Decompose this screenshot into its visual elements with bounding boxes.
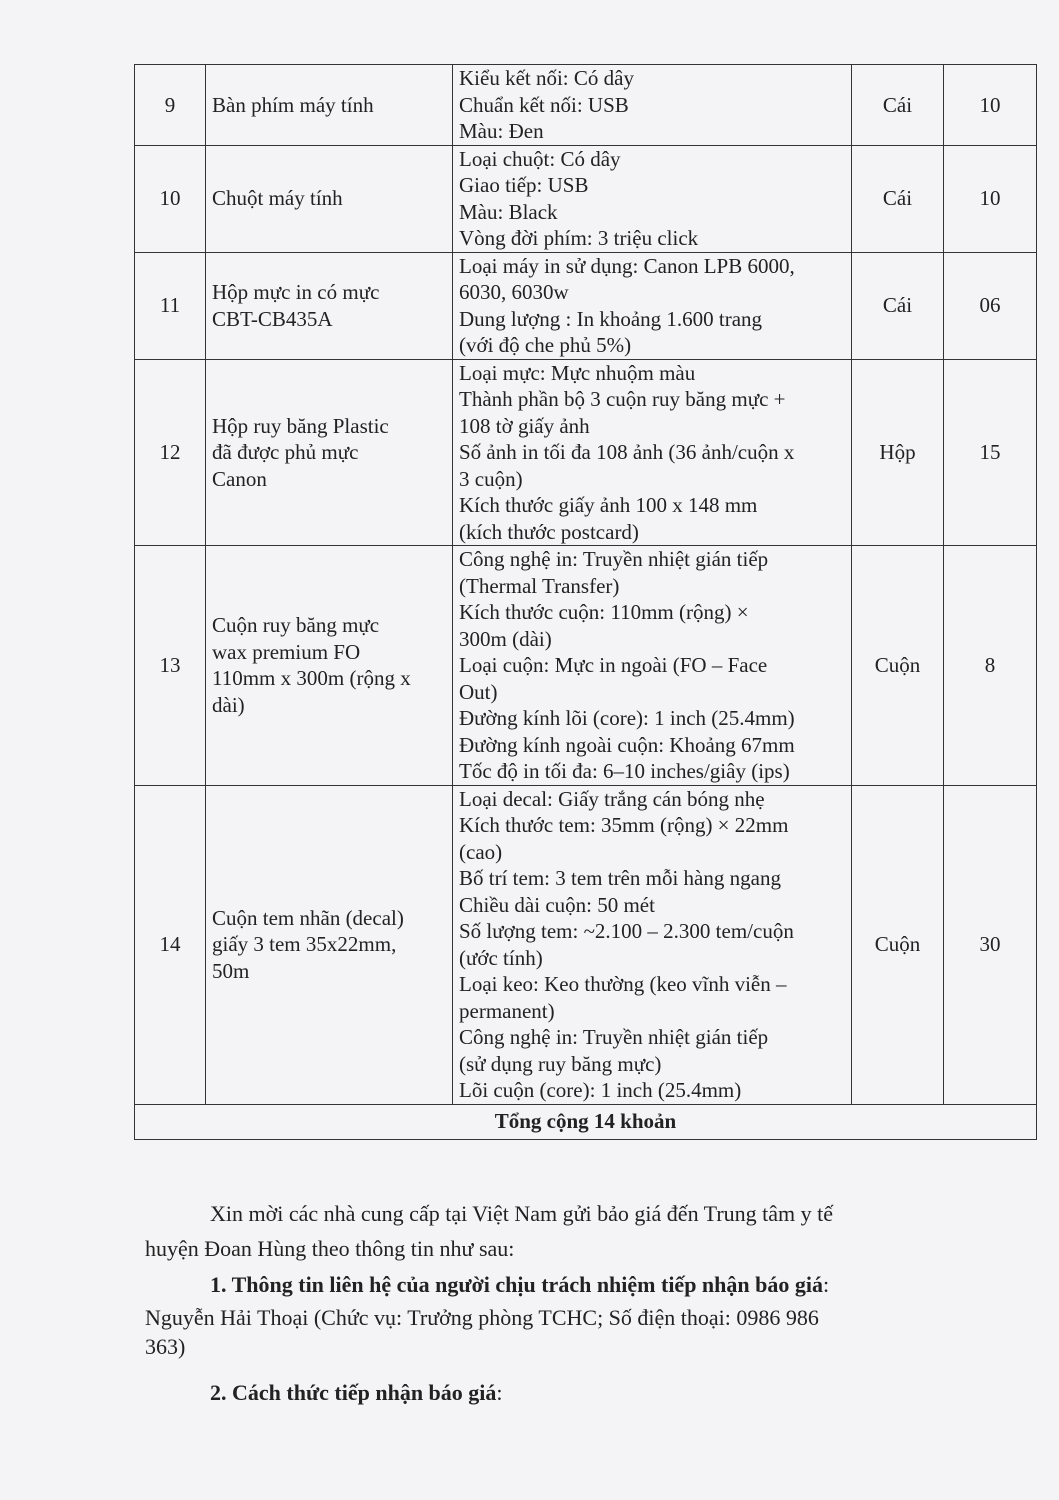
- item-spec: [453, 785, 852, 1104]
- item-number: 14: [135, 785, 206, 1104]
- item-spec-line: Giao tiếp: USB: [459, 173, 589, 197]
- item-spec: [453, 145, 852, 252]
- item-spec-line: Dung lượng : In khoảng 1.600 trang: [459, 306, 763, 331]
- item-name: [206, 546, 453, 786]
- item-unit: Cái: [852, 145, 944, 252]
- item-spec-line: 3 cuộn): [459, 466, 523, 491]
- table-row: [135, 546, 1037, 786]
- item-name-line: Hộp mực in có mực: [212, 280, 380, 304]
- item-name-line: 110mm x 300m (rộng x: [212, 666, 411, 691]
- table-total-row: [135, 1104, 1037, 1139]
- section-2-colon: :: [496, 1380, 503, 1405]
- item-name-line: CBT-CB435A: [212, 306, 333, 331]
- table-row: [135, 145, 1037, 252]
- item-spec-line: Vòng đời phím: 3 triệu click: [459, 226, 699, 250]
- item-spec: [453, 252, 852, 359]
- item-spec-line: (sử dụng ruy băng mực): [459, 1051, 662, 1076]
- item-name-line: Bàn phím máy tính: [212, 92, 374, 117]
- item-spec-line: Out): [459, 679, 498, 704]
- item-unit: Hộp: [852, 359, 944, 546]
- table-row: [135, 252, 1037, 359]
- contact-line-2: 363): [145, 1334, 186, 1359]
- item-spec-line: Màu: Black: [459, 199, 558, 224]
- item-spec-line: Kích thước tem: 35mm (rộng) × 22mm: [459, 813, 789, 837]
- item-name-line: giấy 3 tem 35x22mm,: [212, 932, 397, 957]
- item-spec-line: Màu: Đen: [459, 119, 544, 143]
- item-spec-line: 6030, 6030w: [459, 280, 569, 304]
- invite-line-2: huyện Đoan Hùng theo thông tin như sau:: [145, 1236, 515, 1261]
- item-spec-line: (với độ che phủ 5%): [459, 333, 632, 357]
- section-1-title: 1. Thông tin liên hệ của người chịu trách nhiệm tiếp nhận báo giá: [210, 1272, 823, 1297]
- item-spec-line: (Thermal Transfer): [459, 573, 620, 598]
- item-spec-line: Kích thước cuộn: 110mm (rộng) ×: [459, 600, 749, 624]
- item-name-line: đã được phủ mực: [212, 440, 359, 464]
- item-number: 10: [135, 145, 206, 252]
- item-spec-line: Tốc độ in tối đa: 6–10 inches/giây (ips): [459, 759, 790, 783]
- table-row: [135, 785, 1037, 1104]
- item-name: [206, 785, 453, 1104]
- item-spec-line: 300m (dài): [459, 626, 552, 651]
- item-spec: [453, 546, 852, 786]
- item-spec-line: Bố trí tem: 3 tem trên mỗi hàng ngang: [459, 866, 781, 890]
- item-name-line: wax premium FO: [212, 639, 361, 664]
- item-spec-line: Kích thước giấy ảnh 100 x 148 mm: [459, 493, 758, 517]
- item-spec-line: Kiểu kết nối: Có dây: [459, 66, 634, 90]
- item-spec-line: (cao): [459, 839, 503, 864]
- item-spec-line: permanent): [459, 998, 555, 1023]
- item-number: 11: [135, 252, 206, 359]
- section-1-colon: :: [822, 1272, 830, 1297]
- item-name-line: dài): [212, 692, 245, 717]
- item-name: [206, 252, 453, 359]
- table-total-label: Tổng cộng 14 khoản: [135, 1104, 1037, 1139]
- item-spec-line: Loại keo: Keo thường (keo vĩnh viễn –: [459, 972, 787, 996]
- item-spec-line: Chuẩn kết nối: USB: [459, 92, 629, 117]
- item-spec-line: Chiều dài cuộn: 50 mét: [459, 892, 655, 917]
- item-number: 13: [135, 546, 206, 786]
- contact-line-1: Nguyễn Hải Thoại (Chức vụ: Trưởng phòng TCHC; Số điện thoại: 0986 986: [145, 1305, 819, 1330]
- item-name-line: Canon: [212, 466, 267, 491]
- item-spec-line: Công nghệ in: Truyền nhiệt gián tiếp: [459, 547, 769, 571]
- item-spec: [453, 359, 852, 546]
- item-spec-line: Công nghệ in: Truyền nhiệt gián tiếp: [459, 1025, 769, 1049]
- item-name-line: Cuộn ruy băng mực: [212, 613, 380, 638]
- item-spec-line: Loại cuộn: Mực in ngoài (FO – Face: [459, 653, 768, 677]
- item-name-line: Hộp ruy băng Plastic: [212, 413, 389, 438]
- item-number: 12: [135, 359, 206, 546]
- item-unit: Cái: [852, 65, 944, 146]
- item-name: [206, 65, 453, 146]
- section-1-heading: [145, 1269, 945, 1300]
- item-spec-line: Lõi cuộn (core): 1 inch (25.4mm): [459, 1078, 742, 1102]
- item-quantity: 15: [944, 359, 1037, 546]
- item-spec-line: Đường kính ngoài cuộn: Khoảng 67mm: [459, 732, 795, 757]
- item-name-line: 50m: [212, 958, 250, 983]
- item-spec-line: Loại máy in sử dụng: Canon LPB 6000,: [459, 253, 795, 278]
- item-name-line: Cuộn tem nhãn (decal): [212, 905, 404, 930]
- item-spec-line: Thành phần bộ 3 cuộn ruy băng mực +: [459, 387, 786, 411]
- invite-line-1: Xin mời các nhà cung cấp tại Việt Nam gửi bảo giá đến Trung tâm y tế: [210, 1201, 834, 1226]
- item-quantity: 10: [944, 145, 1037, 252]
- item-name: [206, 145, 453, 252]
- item-spec-line: Đường kính lõi (core): 1 inch (25.4mm): [459, 706, 795, 730]
- items-table: [134, 64, 1037, 1140]
- item-spec-line: Số lượng tem: ~2.100 – 2.300 tem/cuộn: [459, 919, 794, 943]
- item-spec-line: (kích thước postcard): [459, 519, 639, 544]
- section-2-title: 2. Cách thức tiếp nhận báo giá: [210, 1380, 497, 1405]
- item-spec-line: Loại mực: Mực nhuộm màu: [459, 360, 696, 385]
- item-unit: Cái: [852, 252, 944, 359]
- item-quantity: 30: [944, 785, 1037, 1104]
- item-spec-line: (ước tính): [459, 945, 543, 970]
- item-quantity: 8: [944, 546, 1037, 786]
- table-row: [135, 65, 1037, 146]
- table-row: [135, 359, 1037, 546]
- item-spec-line: Loại chuột: Có dây: [459, 146, 621, 171]
- item-quantity: 06: [944, 252, 1037, 359]
- item-number: 9: [135, 65, 206, 146]
- item-spec-line: Số ảnh in tối đa 108 ảnh (36 ảnh/cuộn x: [459, 440, 795, 464]
- item-spec-line: Loại decal: Giấy trắng cán bóng nhẹ: [459, 786, 765, 811]
- item-name-line: Chuột máy tính: [212, 186, 343, 211]
- item-spec: [453, 65, 852, 146]
- item-name: [206, 359, 453, 546]
- section-2-heading: [145, 1377, 945, 1408]
- item-quantity: 10: [944, 65, 1037, 146]
- item-unit: Cuộn: [852, 546, 944, 786]
- item-spec-line: 108 tờ giấy ảnh: [459, 413, 590, 438]
- item-unit: Cuộn: [852, 785, 944, 1104]
